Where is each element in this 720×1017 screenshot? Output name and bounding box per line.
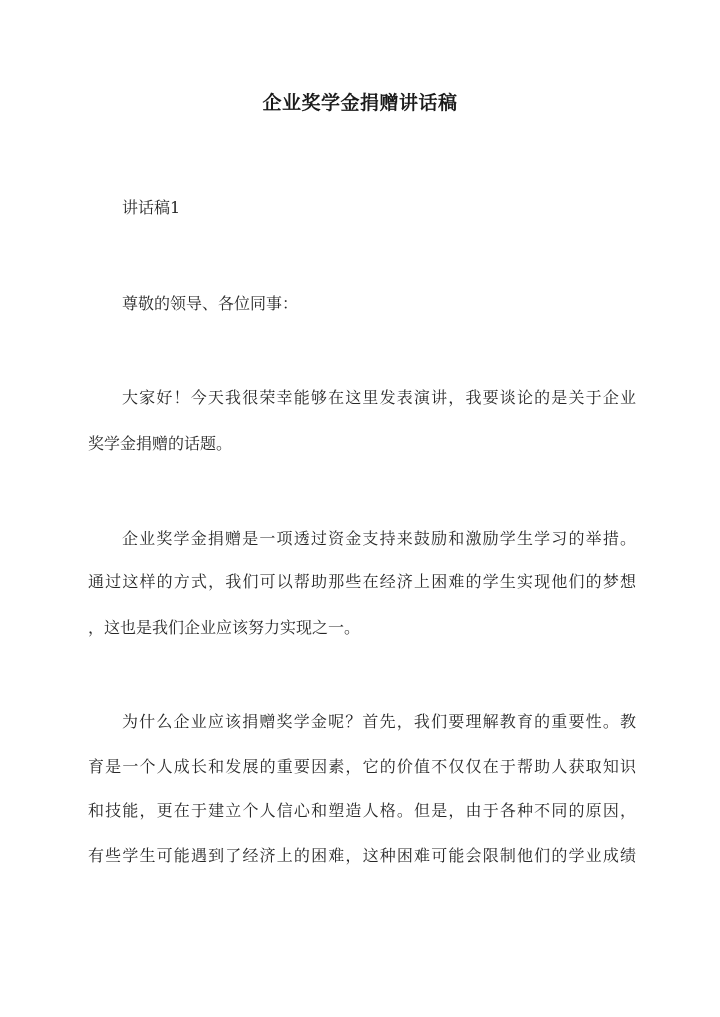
paragraph-line: 通过这样的方式，我们可以帮助那些在经济上困难的学生实现他们的梦想 [88,572,636,591]
paragraph-line: ，这也是我们企业应该努力实现之一。 [88,618,361,637]
section-label: 讲话稿1 [122,198,181,217]
paragraph-line: 大家好！今天我很荣幸能够在这里发表演讲，我要谈论的是关于企业 [122,388,636,407]
paragraph-line: 和技能，更在于建立个人信心和塑造人格。但是，由于各种不同的原因， [88,801,636,820]
paragraph-line: 企业奖学金捐赠是一项透过资金支持来鼓励和激励学生学习的举措。 [122,529,636,548]
paragraph-line: 奖学金捐赠的话题。 [88,434,233,453]
paragraph-line: 为什么企业应该捐赠奖学金呢？首先，我们要理解教育的重要性。教 [122,712,636,731]
paragraph-line: 育是一个人成长和发展的重要因素，它的价值不仅仅在于帮助人获取知识 [88,757,636,776]
document-title: 企业奖学金捐赠讲话稿 [262,92,458,114]
salutation: 尊敬的领导、各位同事： [122,294,299,313]
paragraph-line: 有些学生可能遇到了经济上的困难，这种困难可能会限制他们的学业成绩 [88,846,636,865]
